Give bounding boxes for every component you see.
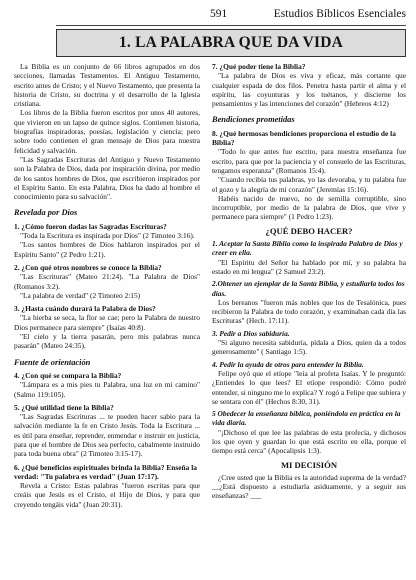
book-title: Estudios Bíblicos Esenciales [273, 8, 406, 20]
question-answer: "Todo lo que antes fue escrito, para nuestra enseñanza fue escrito, para que por la paciencia y el consuelo de las Escrituras, tengamos esperanza" (Romanos 15:4). [212, 147, 406, 175]
action-heading: 4. Pedir la ayuda de otros para entender la Biblia. [212, 359, 364, 369]
what-to-do-title: ¿QUÉ DEBO HACER? [265, 225, 353, 236]
page-header [0, 8, 416, 24]
chapter-title: 1. LA PALABRA QUE DA VIDA [56, 29, 406, 57]
question-answer: Habéis nacido de nuevo, no de semilla corruptible, sino incorruptible, por medio de la palabra de Dios, que vive y permanece para siempre" (1 Pedro 1:23). [212, 193, 406, 222]
right-column [212, 62, 406, 501]
question-answer: "Toda la Escritura es inspirada por Dios" (2 Timoteo 3:16). [20, 231, 195, 241]
left-column [14, 62, 200, 509]
question-heading: 8. ¿Qué hermosas bendiciones proporciona el estudio de la Biblia? [212, 128, 396, 148]
action-text: "El Espíritu del Señor ha hablado por mí, y su palabra ha estado en mi lengua" (2 Samuel 23:2). [212, 257, 406, 276]
action-text: Felipe oyó que el etíope "leía al profeta Isaías. Y le preguntó: ¿Entiendes lo que lees? El etíope respondió: Cómo podré entender, si ninguno me lo explica? Y rogó a Felipe que subiera y se sentara con él" (Hechos 8:30, 31). [212, 368, 406, 406]
decision-title: MI DECISIÓN [280, 459, 338, 470]
action-heading: 1. Aceptar la Santa Biblia como la inspirada Palabra de Dios y creer en ella. [212, 239, 403, 258]
intro-paragraph: Los libros de la Biblia fueron escritos por unos 40 autores, que vivieron en un lapso de quince siglos. Contienen historia, biografías inspiradoras, poesías, legislación y ciencia; pero sobre todo contienen el gran mensaje de Dios para nuestra felicidad y salvación. [14, 108, 200, 155]
page-number: 591 [210, 8, 228, 20]
question-heading: 2. ¿Con qué otros nombres se conoce la Biblia? [14, 262, 162, 272]
action-text: "¡Dichoso el que lee las palabras de esta profecía, y dichosos los que oyen y guardan lo que está escrito en ella, porque el tiempo está cerca" (Apocalipsis 1:3). [212, 427, 406, 456]
question-answer: "Las Sagradas Escrituras ... te pueden hacer sabio para la salvación mediante la fe en Cristo Jesús. Toda la Escritura ... es útil para enseñar, reprender, enmendar e instruir en justicia, para que el hombre de Dios sea perfecto, cabalmente instruido para toda buena obra" (2 Timoteo 3:15-17). [14, 412, 200, 459]
question-answer: "El cielo y la tierra pasarán, pero mis palabras nunca pasarán" (Mateo 24:35). [14, 332, 200, 351]
question-answer: "Lámpara es a mis pies tu Palabra, una luz en mi camino" (Salmo 119:105). [14, 380, 200, 399]
section-heading: Fuente de orientación [14, 357, 91, 367]
section-heading: Bendiciones prometidas [212, 115, 295, 125]
question-answer: "Cuando recibía tus palabras, yo las devoraba, y tu palabra fue el gozo y la alegría de mi corazón" (Jeremías 15:16). [212, 175, 406, 194]
question-heading: 4. ¿Con qué se compara la Biblia? [14, 370, 122, 380]
action-heading: 2.Obtener un ejemplar de la Santa Biblia, y estudiarla todos los días. [212, 279, 405, 298]
section-heading: Revelada por Dios [14, 208, 78, 218]
question-answer: "La hierba se seca, la flor se cae; pero la Palabra de nuestro Dios permanece para siempre" (Isaías 40:8). [14, 313, 200, 332]
header-rule [56, 25, 406, 26]
question-heading: 3. ¿Hasta cuándo durará la Palabra de Dios? [14, 304, 156, 314]
intro-paragraph: La Biblia es un conjunto de 66 libros agrupados en dos secciones, llamadas Testamentos. El Antiguo Testamento, escrito antes de Cristo; y el Nuevo Testamento, que presenta la historia de Cristo, su doctrina y el desarrollo de la Iglesia cristiana. [14, 62, 200, 109]
decision-text: ¿Cree usted que la Biblia es la autoridad suprema de la verdad? __¿Está dispuesto a estudiarla asiduamente, y a seguir sus enseñanzas? ___ [212, 472, 406, 501]
question-heading: 5. ¿Qué utilidad tiene la Biblia? [14, 402, 114, 412]
action-text: "Si alguno necesita sabiduría, pídala a Dios, quien da a todos generosamente" ( Santiago 1:5). [212, 338, 406, 357]
question-heading: 6. ¿Qué beneficios espirituales brinda la Biblia? Enseña la verdad: "Tu palabra es verdad" (Juan 17:17). [14, 462, 197, 481]
question-answer: Revela a Cristo: Estas palabras "fueron escritas para que creáis que Jesús es el Cristo, el Hijo de Dios, y para que creyendo tengáis vida" (Juan 20:31). [14, 481, 200, 509]
intro-quote: "Las Sagradas Escrituras del Antiguo y Nuevo Testamento son la Palabra de Dios, dada por inspiración divina, por medio de los santos hombres de Dios, que escribieron inspirados por el Espíritu Santo. En esta Palabra, Dios ha dado al hombre el conocimiento para su salvación". [14, 154, 200, 202]
action-text: Los bereanos "fueron más nobles que los de Tesalónica, pues recibieron la Palabra de todo corazón, y examinaban cada día las Escrituras" (Hech. 17:11). [212, 297, 406, 326]
question-answer: "La palabra de verdad" (2 Timoteo 2:15) [20, 290, 141, 300]
question-answer: "La palabra de Dios es viva y eficaz, más cortante que cualquier espada de dos filos. Penetra hasta partir el alma y el espíritu, las coyunturas y los tuétanos, y discierne los pensamientos y las intenciones del corazón" (Hebreos 4:12) [212, 71, 406, 109]
question-heading: 7. ¿Qué poder tiene la Biblia? [212, 62, 306, 71]
question-answer: "Las Escrituras" (Mateo 21:24). "La Palabra de Dios" (Romanos 3:2). [14, 272, 200, 291]
action-heading: 3. Pedir a Dios sabiduría. [212, 328, 290, 338]
question-answer: "Los santos hombres de Dios hablaron inspirados por el Espíritu Santo" (2 Pedro 1:21). [14, 240, 200, 259]
question-heading: 1. ¿Cómo fueron dadas las Sagradas Escrituras? [14, 221, 167, 231]
action-heading: 5 Obedecer la enseñanza bíblica, poniéndola en práctica en la vida diaria. [212, 409, 401, 428]
